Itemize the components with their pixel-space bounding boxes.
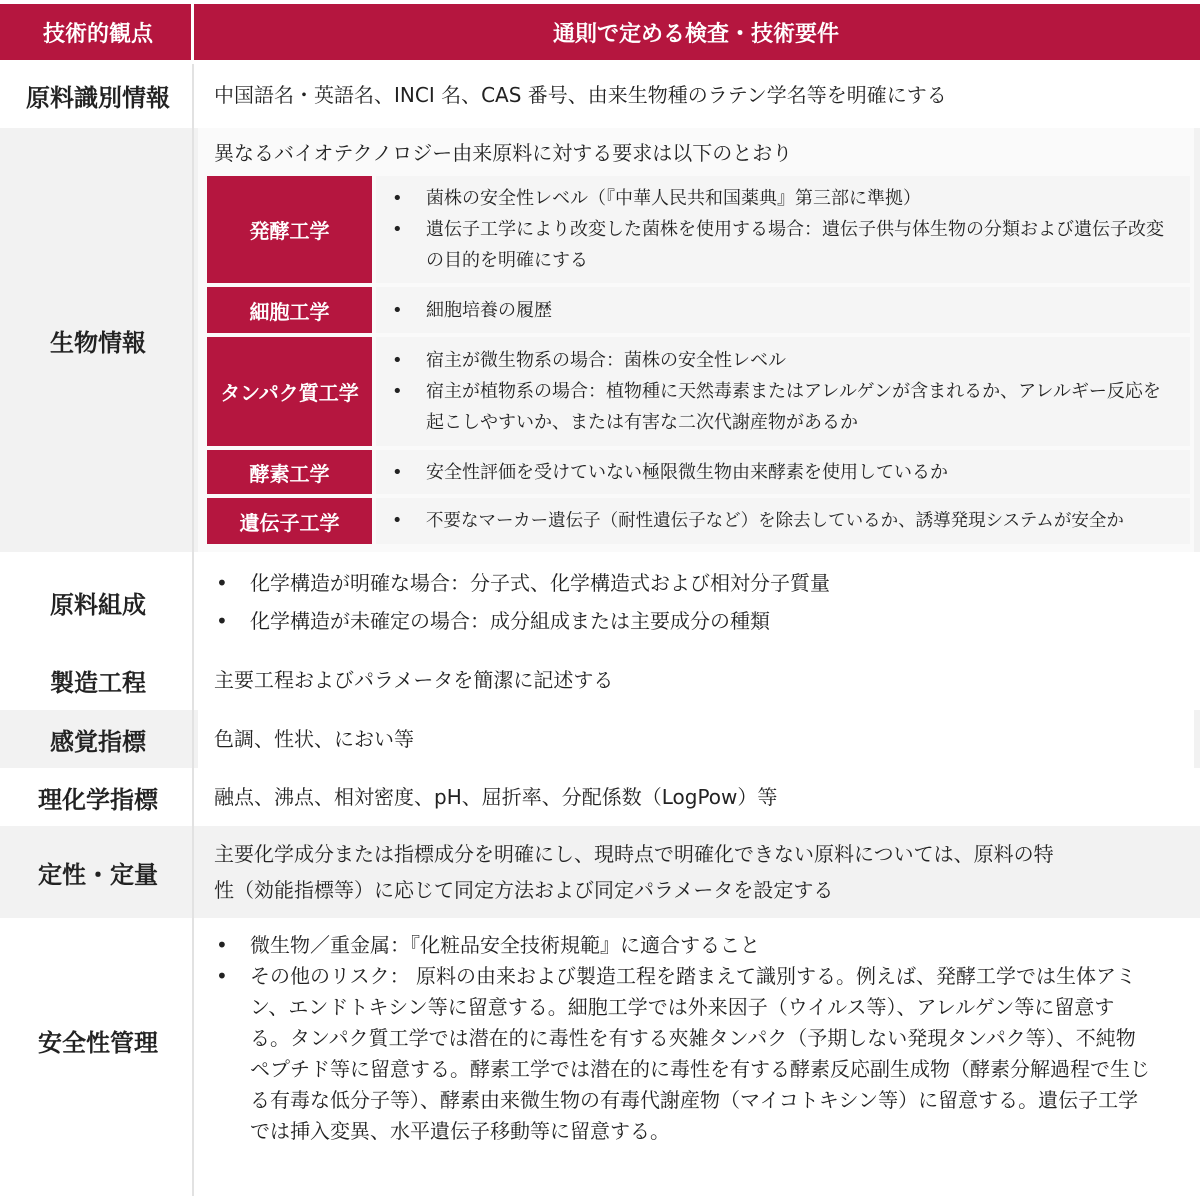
list-item: • 安全性評価を受けていない極限微生物由来酵素を使用しているか [390,457,948,488]
list-item: • 細胞培養の履歴 [390,295,552,326]
table-row [0,652,1200,708]
row-text-comp [198,556,1194,648]
list-item: • 化学構造が明確な場合：分子式、化学構造式および相対分子質量 [214,564,830,602]
table-row [0,64,1200,126]
list-item: • 微生物／重金属：『化粧品安全技術規範』に適合すること [214,930,1154,961]
row-text-phys: 融点、沸点、相対密度、pH、屈折率、分配係数（LogPow）等 [214,785,778,809]
list-item: • 宿主が微生物系の場合：菌株の安全性レベル [390,345,1190,376]
row-label-safety: 安全性管理 [38,1028,158,1057]
row-text-qual: 主要化学成分または指標成分を明確にし、現時点で明確化できない原料については、原料の特性（効能指標等）に応じて同定方法および同定パラメータを設定する [214,842,1054,902]
sub-text-fermentation [376,176,1190,283]
row-label-bio: 生物情報 [50,328,146,357]
header-right: 通則で定める検査・技術要件 [552,21,839,47]
row-text-mfg: 主要工程およびパラメータを簡潔に記述する [214,668,614,692]
sub-text-enzyme [376,450,1190,494]
table-row [0,826,1200,918]
row-text-ident: 中国語名・英語名、INCI 名、CAS 番号、由来生物種のラテン学名等を明確にする [214,83,947,107]
table-row [0,710,1200,768]
bio-intro: 異なるバイオテクノロジー由来原料に対する要求は以下のとおり [214,141,793,165]
row-text-safety [198,920,1194,1196]
sub-label-cell: 細胞工学 [207,287,372,333]
table-row [0,770,1200,824]
table-header [0,4,1200,60]
sub-text-genetic [376,498,1190,544]
column-divider [192,64,194,1196]
sub-label-fermentation: 発酵工学 [207,176,372,283]
row-label-sense: 感覚指標 [50,727,146,756]
header-left: 技術的観点 [42,21,153,47]
sub-label-protein: タンパク質工学 [207,337,372,446]
table-row [0,556,1200,648]
table-row [0,128,1200,552]
list-item: • 宿主が植物系の場合：植物種に天然毒素またはアレルゲンが含まれるか、アレルギー反応を起こしやすいか、または有害な二次代謝産物があるか [390,376,1190,438]
sub-label-enzyme: 酵素工学 [207,450,372,494]
row-text-sense: 色調、性状、におい等 [198,710,1194,768]
sub-text-cell [376,287,1190,333]
list-item: • 遺伝子工学により改変した菌株を使用する場合：遺伝子供与体生物の分類および遺伝子改変の目的を明確にする [390,214,1190,276]
list-item: • その他のリスク： 原料の由来および製造工程を踏まえて識別する。例えば、発酵工学では生体アミン、エンドトキシン等に留意する。細胞工学では外来因子（ウイルス等）、アレルゲン等に留意する。タンパク質工学では潜在的に毒性を有する夾雑タンパク（予期しない発現タンパク等）、不純物ペプチド等に留意する。酵素工学では潜在的に毒性を有する酵素反応副生成物（酵素分解過程で生じる有毒な低分子等）、酵素由来微生物の有毒代謝産物（マイコトキシン等）に留意する。遺伝子工学では挿入変異、水平遺伝子移動等に留意する。 [214,961,1154,1147]
list-item: • 不要なマーカー遺伝子（耐性遺伝子など）を除去しているか、誘導発現システムが安全か [390,506,1124,537]
sub-text-protein [376,337,1190,446]
row-label-phys: 理化学指標 [38,785,158,814]
list-item: • 菌株の安全性レベル（『中華人民共和国薬典』第三部に準拠） [390,183,1190,214]
table-row [0,920,1200,1196]
sub-label-genetic: 遺伝子工学 [207,498,372,544]
row-label-ident: 原料識別情報 [26,83,170,112]
list-item: • 化学構造が未確定の場合：成分組成または主要成分の種類 [214,602,830,640]
row-label-mfg: 製造工程 [50,668,146,697]
row-label-comp: 原料組成 [50,590,146,619]
row-label-qual: 定性・定量 [38,860,158,889]
